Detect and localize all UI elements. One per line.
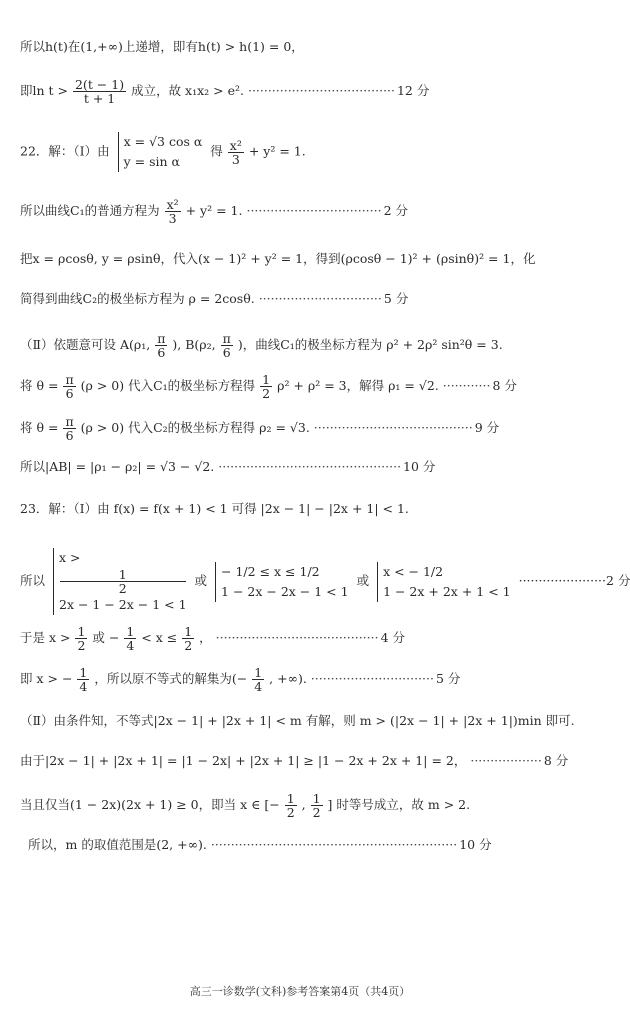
text-segment: )，曲线C₁的极坐标方程为 ρ² + 2ρ² sin²θ = 3. (237, 337, 503, 352)
text-segment: 所以h(t)在(1,+∞)上递增，即有h(t) > h(1) = 0， (20, 39, 304, 54)
question-label: 23．解：（Ⅰ）由 f(x) = f(x + 1) < 1 可得 |2x − 1| − |2x + 1| < 1. (20, 501, 409, 516)
line-m-range (28, 836, 576, 854)
fraction-denominator: 2 (286, 805, 295, 820)
text-segment: ), B(ρ₂, (172, 337, 216, 352)
fraction (124, 625, 136, 652)
line-c1-equation (20, 198, 576, 225)
text-segment: 所以 (20, 573, 46, 588)
line-rho2 (20, 415, 576, 442)
leader-dots: ·················· (470, 753, 542, 768)
system-row: y = sin α (123, 154, 180, 169)
text-segment: < x ≤ (141, 630, 178, 645)
text-segment: 得 (210, 143, 223, 159)
fraction-denominator: 6 (157, 345, 166, 360)
fraction-denominator: 4 (79, 679, 88, 694)
fraction-denominator: 6 (65, 428, 74, 443)
text-segment: ρ² + ρ² = 3，解得 ρ₁ = √2. (277, 378, 439, 393)
text-segment: （Ⅱ）由条件知，不等式|2x − 1| + |2x + 1| < m 有解，则 m > (|2x − 1| + |2x + 1|)min 即可. (20, 713, 575, 728)
equation-system (118, 132, 203, 172)
case-system-3 (377, 562, 511, 602)
fraction (63, 415, 75, 442)
text-segment: (ρ > 0) 代入C₂的极坐标方程得 ρ₂ = √3. (80, 420, 310, 435)
text-segment: 简得到曲线C₂的极坐标方程为 ρ = 2cosθ. (20, 291, 255, 306)
fraction (165, 198, 181, 225)
text-segment: ] 时等号成立，故 m > 2. (327, 797, 471, 812)
leader-dots: ······························· (310, 671, 434, 686)
line-part2-setup (20, 332, 576, 359)
score-mark: 4 分 (380, 630, 406, 645)
fraction-denominator: 6 (222, 345, 231, 360)
text-segment: 所以，m 的取值范围是(2, +∞). (28, 837, 207, 852)
line-h-increasing (20, 38, 576, 56)
score-mark: 8 分 (492, 378, 517, 393)
line-q23-start (20, 500, 576, 518)
fraction-numerator: 1 (60, 568, 186, 582)
line-ln-inequality (20, 78, 576, 105)
fraction (311, 792, 323, 819)
fraction-numerator: π (65, 372, 74, 387)
system-row: x < − 1/2 (383, 563, 444, 579)
text-segment: 或 (356, 573, 370, 588)
fraction (252, 666, 264, 693)
score-mark: 9 分 (474, 420, 500, 435)
leader-dots: ·································· (246, 203, 382, 218)
text-segment: ，所以原不等式的解集为(− (94, 671, 248, 686)
leader-dots: ·············································· (218, 459, 402, 474)
text-segment: + y² = 1. (248, 143, 306, 159)
text-segment: , +∞). (269, 671, 307, 686)
line-substitution (20, 250, 576, 268)
fraction-denominator: 4 (126, 638, 135, 653)
fraction-numerator: 2(t − 1) (74, 77, 125, 92)
fraction-numerator: 1 (184, 624, 193, 639)
score-mark: 10 分 (459, 837, 492, 852)
fraction (228, 139, 244, 166)
score-mark: 5 分 (383, 291, 409, 306)
case-system-2 (215, 562, 349, 602)
fraction (260, 373, 272, 400)
fraction (182, 625, 194, 652)
fraction (285, 792, 297, 819)
system-row: − 1/2 ≤ x ≤ 1/2 (221, 563, 320, 579)
fraction-numerator: x² (229, 137, 242, 153)
fraction (155, 332, 167, 359)
fraction-denominator: 2 (184, 638, 193, 653)
fraction-numerator: π (222, 331, 231, 346)
text-segment: 所以曲线C₁的普通方程为 (20, 203, 160, 218)
score-mark: 12 分 (396, 83, 430, 98)
score-mark: 2 分 (383, 203, 409, 218)
question-label: 22．解：（Ⅰ）由 (20, 143, 110, 159)
text-segment: + y² = 1. (185, 203, 243, 218)
leader-dots: ········································· (215, 630, 379, 645)
system-row (59, 548, 187, 595)
line-solution-set (20, 666, 576, 693)
score-mark: 10 分 (403, 459, 436, 474)
text-segment: 由于|2x − 1| + |2x + 1| = |1 − 2x| + |2x + 1| ≥ |1 − 2x + 2x + 1| = 2， (20, 753, 467, 768)
fraction-denominator: 6 (65, 386, 74, 401)
line-triangle-inequality (20, 752, 576, 770)
fraction-numerator: 1 (77, 624, 86, 639)
leader-dots: ······························· (258, 291, 382, 306)
fraction-numerator: π (65, 414, 74, 429)
text-segment: , (301, 797, 306, 812)
leader-dots: ····································· (247, 83, 395, 98)
score-mark: 2 分 (606, 573, 630, 588)
fraction (221, 332, 233, 359)
leader-dots: ············ (442, 378, 491, 393)
leader-dots: ······························································ (210, 837, 458, 852)
fraction-denominator: 2 (262, 386, 271, 401)
fraction-denominator: 4 (254, 679, 263, 694)
text-segment: 所以|AB| = |ρ₁ − ρ₂| = √3 − √2. (20, 459, 215, 474)
line-part2-condition (20, 712, 576, 730)
line-c2-polar (20, 290, 576, 308)
text-segment: 或 (194, 573, 208, 588)
text-segment: x > (59, 550, 81, 565)
text-segment: ， (199, 630, 212, 645)
fraction (75, 625, 87, 652)
case-system-1 (53, 548, 187, 615)
page-footer: 高三一诊数学(文科)参考答案第4页（共4页） (189, 985, 411, 998)
text-segment: 将 θ = (20, 420, 59, 435)
line-solution-intervals (20, 625, 576, 652)
fraction-denominator: 2 (77, 638, 86, 653)
text-segment: 即 x > − (20, 671, 73, 686)
text-segment: 当且仅当(1 − 2x)(2x + 1) ≥ 0，即当 x ∈ [− (20, 797, 280, 812)
text-segment: （Ⅱ）依题意可设 A(ρ₁, (20, 337, 151, 352)
fraction (63, 373, 75, 400)
fraction-denominator: 3 (231, 151, 240, 167)
text-segment: 将 θ = (20, 378, 59, 393)
fraction-numerator: 1 (126, 624, 135, 639)
fraction (73, 78, 126, 105)
fraction-numerator: x² (166, 197, 179, 212)
score-mark: 8 分 (543, 753, 569, 768)
fraction (77, 666, 89, 693)
fraction (60, 568, 186, 595)
text-segment: (ρ > 0) 代入C₁的极坐标方程得 (80, 378, 256, 393)
fraction-numerator: π (157, 331, 166, 346)
fraction-numerator: 1 (312, 791, 321, 806)
text-segment: 或 − (92, 630, 120, 645)
leader-dots: ········································ (313, 420, 473, 435)
system-row: 2x − 1 − 2x − 1 < 1 (59, 597, 187, 612)
fraction-numerator: 1 (79, 665, 88, 680)
line-equality-condition (20, 792, 576, 819)
system-row: 1 − 2x − 2x − 1 < 1 (221, 583, 349, 599)
line-rho1 (20, 373, 576, 400)
case-analysis (20, 548, 630, 615)
fraction-numerator: 1 (254, 665, 263, 680)
system-row: x = √3 cos α (123, 134, 203, 149)
line-ab-result (20, 458, 576, 476)
text-segment: 于是 x > (20, 630, 71, 645)
system-row: 1 − 2x + 2x + 1 < 1 (383, 583, 511, 599)
text-segment: 即ln t > (20, 83, 68, 98)
fraction-numerator: 1 (286, 791, 295, 806)
fraction-denominator: 2 (312, 805, 321, 820)
fraction-denominator: 2 (118, 581, 127, 596)
leader-dots: ······················ (518, 573, 607, 588)
text-segment: 成立，故 x₁x₂ > e². (131, 83, 244, 98)
fraction-denominator: 3 (168, 211, 177, 226)
score-mark: 5 分 (435, 671, 461, 686)
text-segment: 把x = ρcosθ, y = ρsinθ，代入(x − 1)² + y² = 1，得到(ρcosθ − 1)² + (ρsinθ)² = 1，化 (20, 251, 536, 266)
fraction-numerator: 1 (262, 372, 271, 387)
line-q22-start (20, 132, 576, 172)
fraction-denominator: t + 1 (83, 91, 116, 106)
